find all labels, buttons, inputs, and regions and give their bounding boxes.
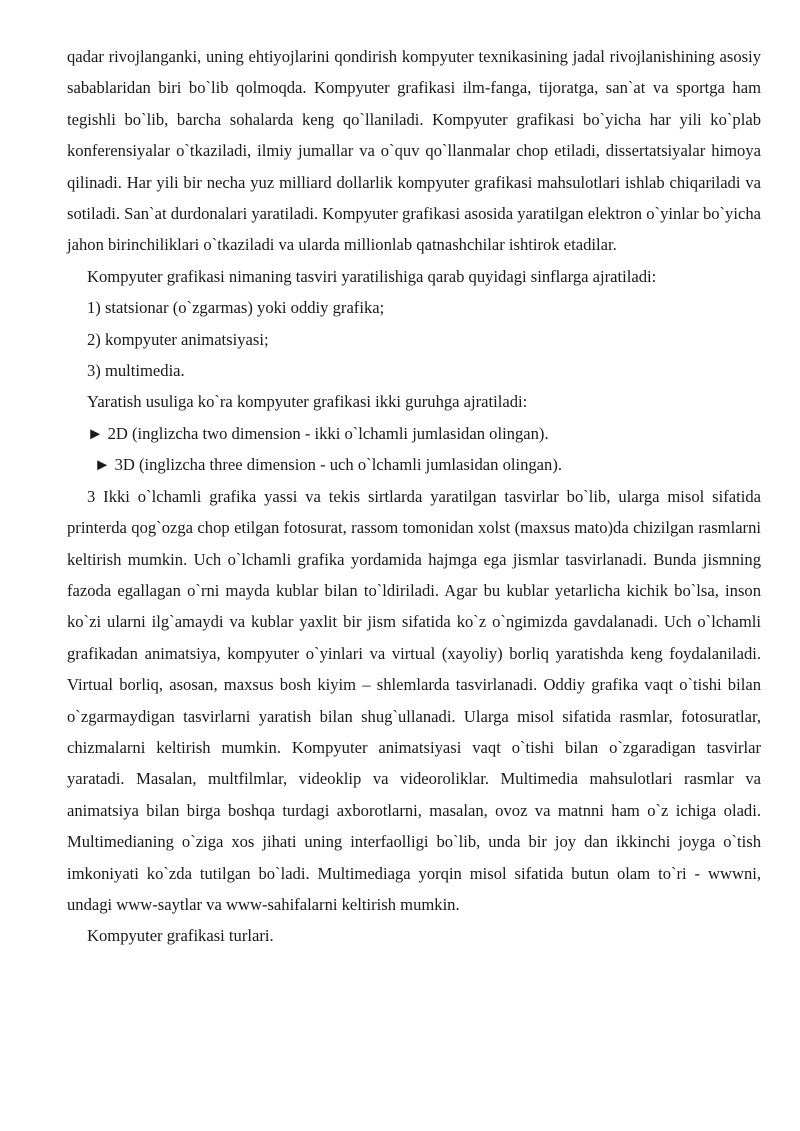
group-item-3d: ► 3D (inglizcha three dimension - uch o`lchamli jumlasidan olingan). (94, 455, 563, 475)
group-item-2d: ► 2D (inglizcha two dimension - ikki o`lchamli jumlasidan olingan). (87, 423, 549, 443)
class-item-1: 1) statsionar (o`zgarmas) yoki oddiy grafika; (87, 298, 385, 318)
classification-intro: Kompyuter grafikasi nimaning tasviri yaratilishiga qarab quyidagi sinflarga ajratiladi: (87, 266, 657, 286)
class-item-2: 2) kompyuter animatsiyasi; (87, 329, 269, 349)
class-item-3: 3) multimedia. (87, 361, 185, 381)
method-intro: Yaratish usuliga ko`ra kompyuter grafikasi ikki guruhga ajratiladi: (87, 392, 528, 412)
paragraph-graphics-types: 3 Ikki o`lchamli grafika yassi va tekis sirtlarda yaratilgan tasvirlar bo`lib, ularga misol sifatida printerda qog`ozga chop etilgan fotosurat, rassom tomonidan xolst (maxsus mato)da chizilgan rasmlarni keltirish mumkin. Uch o`lchamli grafika yordamida hajmga ega jismlar tasvirlanadi. Bunda jismning fazoda egallagan o`rni mayda kublar bilan to`ldiriladi. Agar bu kublar yetarlicha kichik bo`lsa, inson ko`zi ularni ilg`amaydi va kublar yaxlit bir jism sifatida ko`z o`ngimizda gavdalanadi. Uch o`lchamli grafikadan animatsiya, kompyuter o`yinlari va virtual (xayoliy) borliq yaratishda keng foydalaniladi. Virtual borliq, asosan, maxsus bosh kiyim – shlemlarda tasvirlanadi. Oddiy grafika vaqt o`tishi bilan o`zgarmaydigan tasvirlarni yaratish bilan shug`ullanadi. Ularga misol sifatida rasmlar, fotosuratlar, chizmalarni keltirish mumkin. Kompyuter animatsiyasi vaqt o`tishi bilan o`zgaradigan tasvirlar yaratadi. Masalan, multfilmlar, videoklip va videoroliklar. Multimedia mahsulotlari rasmlar va animatsiya bilan birga boshqa turdagi axborotlarni, masalan, ovoz va matnni ham o`z ichiga oladi. Multimedianing o`ziga xos jihati uning interfaolligi bo`lib, unda bir joy dan ikkinchi joyga o`tish imkoniyati ko`zda tutilgan bo`ladi. Multimediaga yorqin misol sifatida butun olam to`ri - wwwni, undagi www-saytlar va www-sahifalarni keltirish mumkin. (67, 486, 761, 914)
document-body (67, 41, 761, 952)
section-heading: Kompyuter grafikasi turlari. (87, 926, 274, 946)
paragraph-intro: qadar rivojlanganki, uning ehtiyojlarini qondirish kompyuter texnikasining jadal rivojlanishining asosiy sabablaridan biri bo`lib qolmoqda. Kompyuter grafikasi ilm-fanga, tijoratga, san`at va sportga ham tegishli bo`lib, barcha sohalarda keng qo`llaniladi. Kompyuter grafikasi bo`yicha har yili ko`plab konferensiyalar o`tkaziladi, ilmiy jumallar va o`quv qo`llanmalar chop etiladi, dissertatsiyalar himoya qilinadi. Har yili bir necha yuz milliard dollarlik kompyuter grafikasi mahsulotlari ishlab chiqariladi va sotiladi. San`at durdonalari yaratiladi. Kompyuter grafikasi asosida yaratilgan elektron o`yinlar bo`yicha jahon birinchiliklari o`tkaziladi va ularda millionlab qatnashchilar ishtirok etadilar. (67, 47, 761, 255)
